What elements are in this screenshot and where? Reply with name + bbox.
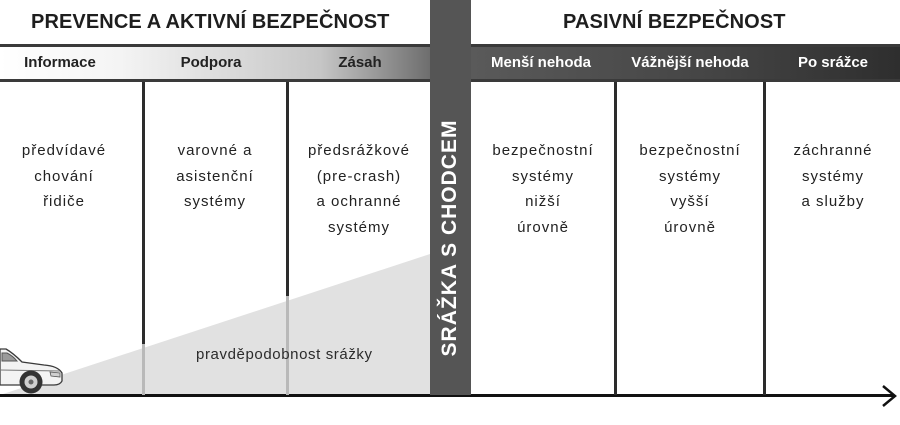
cell-line: systémy <box>327 218 390 236</box>
column-divider-4 <box>763 82 766 395</box>
cell-line: vyšší <box>670 193 710 210</box>
cell-line: bezpečnostní <box>639 142 741 159</box>
cell-line: úrovně <box>664 218 716 236</box>
cell-line: a ochranné <box>316 193 402 210</box>
cell-line: chování <box>34 167 94 185</box>
column-divider-1-shaded <box>142 344 145 395</box>
collision-probability-label: pravděpodobnost srážky <box>196 346 373 363</box>
cell-line: předvídavé <box>21 142 107 159</box>
stage-label-minor-accident: Menší nehoda <box>490 54 591 71</box>
cell-line: asistenční <box>176 167 254 185</box>
cell-line: (pre-crash) <box>316 167 402 185</box>
cell-line: varovné a <box>177 142 253 159</box>
cell-line: řidiče <box>43 193 85 210</box>
cell-line: úrovně <box>517 218 569 236</box>
stage-label-support: Podpora <box>180 54 242 71</box>
passive-safety-title: PASIVNÍ BEZPEČNOST <box>563 11 786 33</box>
stage-label-serious-accident: Vážnější nehoda <box>631 54 749 71</box>
cell-line: systémy <box>658 167 721 185</box>
cell-line: systémy <box>511 167 574 185</box>
active-safety-title: PREVENCE A AKTIVNÍ BEZPEČNOST <box>31 11 390 33</box>
cell-line: systémy <box>801 167 864 185</box>
cell-line: systémy <box>183 193 246 210</box>
cell-line: záchranné <box>793 142 873 159</box>
cell-support <box>144 138 286 215</box>
cell-minor-accident <box>472 138 614 240</box>
cell-line: bezpečnostní <box>492 142 594 159</box>
stage-label-information: Informace <box>24 54 96 71</box>
cell-serious-accident <box>617 138 763 240</box>
cell-line: předsrážkové <box>307 142 411 159</box>
cell-intervention <box>288 138 430 240</box>
cell-line: nižší <box>525 193 561 210</box>
car-icon <box>0 337 66 395</box>
stage-label-post-crash: Po srážce <box>797 54 869 71</box>
pedestrian-collision-label: SRÁŽKA S CHODCEM <box>438 119 461 357</box>
cell-information <box>0 138 128 215</box>
cell-line: a služby <box>801 193 865 210</box>
stage-label-intervention: Zásah <box>338 54 382 71</box>
cell-post-crash <box>766 138 900 215</box>
